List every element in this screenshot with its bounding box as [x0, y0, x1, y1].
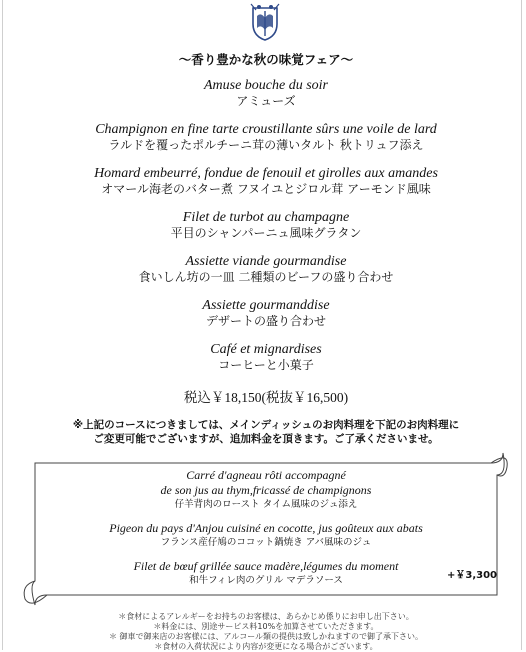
course-name-jp: 平目のシャンパーニュ風味グラタン — [170, 226, 362, 240]
meat-name-jp: 仔羊背肉のロースト タイム風味のジュ添え — [174, 499, 358, 510]
course-name-fr: Assiette gourmanddise — [202, 298, 330, 313]
course-name-jp: オマール海老のバター煮 フヌイユとジロル茸 アーモンド風味 — [101, 182, 431, 196]
supplement-price: +￥3,300 — [447, 570, 498, 581]
notice-line: ご変更可能でございますが、追加料金を頂きます。ご了承くださいませ。 — [93, 433, 439, 445]
course-item — [3, 298, 526, 329]
course-item — [3, 210, 526, 241]
meat-name-fr: Pigeon du pays d'Anjou cuisiné en cocotte, jus goûteux aux abats — [109, 521, 423, 535]
footnotes — [3, 612, 526, 652]
course-item — [3, 342, 526, 373]
course-item — [3, 254, 526, 285]
crest-logo-icon — [247, 2, 283, 42]
course-item — [3, 78, 526, 109]
course-name-fr: Homard embeurré, fondue de fenouil et girolles aux amandes — [94, 166, 438, 181]
fair-title: ～香り豊かな秋の味覚フェア～ — [178, 52, 354, 67]
course-list — [3, 78, 526, 386]
footnote-line: ＊ 御車で御来店のお客様には、アルコール類の提供は致しかねますので御了承下さい。 — [108, 632, 424, 641]
main-dish-notice — [43, 418, 489, 446]
meat-name-fr: Carré d'agneau rôti accompagné — [186, 468, 346, 482]
meat-name-jp: 和牛フィレ肉のグリル マデラソース — [189, 575, 343, 586]
footnote-line: ＊食材によるアレルギーをお持ちのお客様は、あらかじめ係りにお申し出下さい。 — [118, 612, 414, 621]
course-name-jp: デザートの盛り合わせ — [205, 314, 326, 328]
meat-name-fr: de son jus au thym,fricassé de champignons — [160, 483, 372, 497]
footnote-line: ＊食材の入荷状況により内容が変更になる場合がございます。 — [154, 642, 378, 651]
footnote-line: ＊料金には、別途サービス料10%を加算させていただきます。 — [153, 622, 379, 631]
notice-line: ※上記のコースにつきましては、メインディッシュのお肉料理を下記のお肉料理に — [72, 419, 460, 431]
course-item — [3, 166, 526, 197]
course-name-fr: Amuse bouche du soir — [203, 78, 329, 93]
course-name-jp: ラルドを覆ったポルチーニ茸の薄いタルト 秋トリュフ添え — [108, 138, 424, 152]
course-name-jp: アミューズ — [236, 94, 296, 108]
course-price: 税込￥18,150(税抜￥16,500) — [183, 390, 349, 405]
meat-item — [3, 468, 526, 511]
course-name-fr: Café et mignardises — [210, 342, 322, 357]
meat-name-fr: Filet de bœuf grillée sauce madère,légumes du moment — [133, 559, 399, 573]
course-name-fr: Filet de turbot au champagne — [182, 210, 350, 225]
course-name-fr: Assiette viande gourmandise — [185, 254, 347, 269]
menu-card — [2, 0, 522, 650]
course-name-jp: 食いしん坊の一皿 二種類のビーフの盛り合わせ — [138, 270, 394, 284]
course-name-jp: コーヒーと小菓子 — [218, 358, 314, 372]
course-name-fr: Champignon en fine tarte croustillante sûrs une voile de lard — [95, 122, 437, 137]
meat-name-jp: フランス産仔鳩のココット鍋焼き アバ風味のジュ — [160, 537, 372, 548]
meat-item — [3, 521, 526, 549]
course-item — [3, 122, 526, 153]
